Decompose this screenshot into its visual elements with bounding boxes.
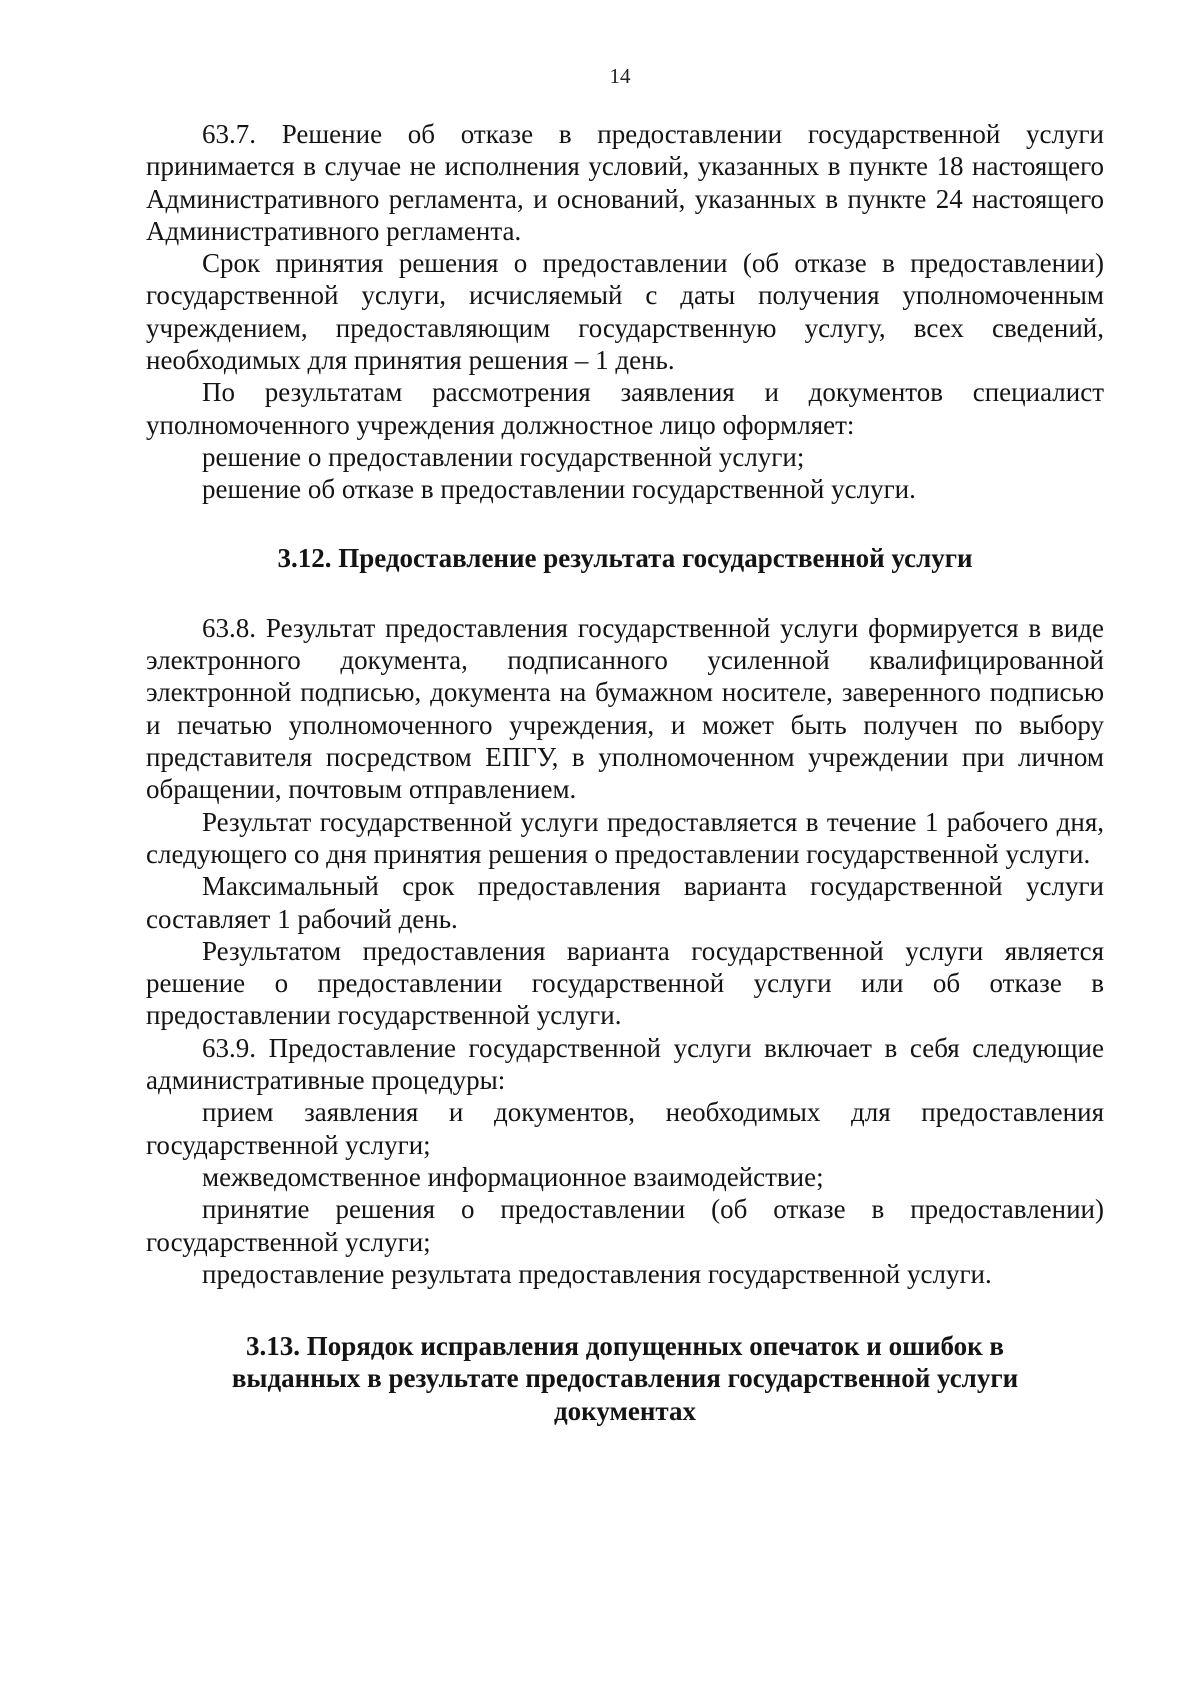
paragraph-result-delivery-term: Результат государственной услуги предоставляется в течение 1 рабочего дня, следующего со дня принятия решения о предоставлении государственной услуги.	[146, 806, 1104, 869]
paragraph-variant-result: Результатом предоставления варианта государственной услуги является решение о предоставлении государственной услуги или об отказе в предоставлении государственной услуги.	[146, 935, 1104, 1031]
list-item-interagency: межведомственное информационное взаимодействие;	[202, 1161, 824, 1192]
section-heading-3-13: 3.13. Порядок исправления допущенных опечаток и ошибок в выданных в результате предоставления государственной услуги документах	[231, 1331, 1019, 1426]
paragraph-63-9: 63.9. Предоставление государственной услуги включает в себя следующие административные процедуры:	[146, 1032, 1104, 1096]
list-item-decision: принятие решения о предоставлении (об отказе в предоставлении) государственной услуги;	[146, 1194, 1104, 1257]
list-item-grant-decision: решение о предоставлении государственной услуги;	[202, 441, 805, 472]
list-item-reception: прием заявления и документов, необходимых для предоставления государственной услуги;	[146, 1097, 1104, 1160]
document-body	[146, 118, 1104, 1427]
paragraph-review-results: По результатам рассмотрения заявления и документов специалист уполномоченного учреждения должностное лицо оформляет:	[146, 377, 1104, 440]
paragraph-63-8: 63.8. Результат предоставления государственной услуги формируется в виде электронного документа, подписанного усиленной квалифицированной электронной подписью, документа на бумажном носителе, заверенного подписью и печатью уполномоченного учреждения, и может быть получен по выбору представителя посредством ЕПГУ, в уполномоченном учреждении при личном обращении, почтовым отправлением.	[146, 612, 1104, 805]
paragraph-decision-term: Срок принятия решения о предоставлении (об отказе в предоставлении) государственной услуги, исчисляемый с даты получения уполномоченным учреждением, предоставляющим государственную услугу, всех сведений, необходимых для принятия решения – 1 день.	[146, 248, 1104, 376]
section-heading-3-12: 3.12. Предоставление результата государственной услуги	[277, 542, 973, 573]
list-item-result-delivery: предоставление результата предоставления государственной услуги.	[202, 1258, 992, 1289]
list-item-refusal-decision: решение об отказе в предоставлении государственной услуги.	[202, 474, 916, 505]
paragraph-63-7: 63.7. Решение об отказе в предоставлении государственной услуги принимается в случае не исполнения условий, указанных в пункте 18 настоящего Административного регламента, и оснований, указанных в пункте 24 настоящего Административного регламента.	[146, 119, 1104, 246]
page-number: 14	[609, 64, 631, 88]
paragraph-max-term: Максимальный срок предоставления варианта государственной услуги составляет 1 рабочий день.	[146, 871, 1104, 934]
